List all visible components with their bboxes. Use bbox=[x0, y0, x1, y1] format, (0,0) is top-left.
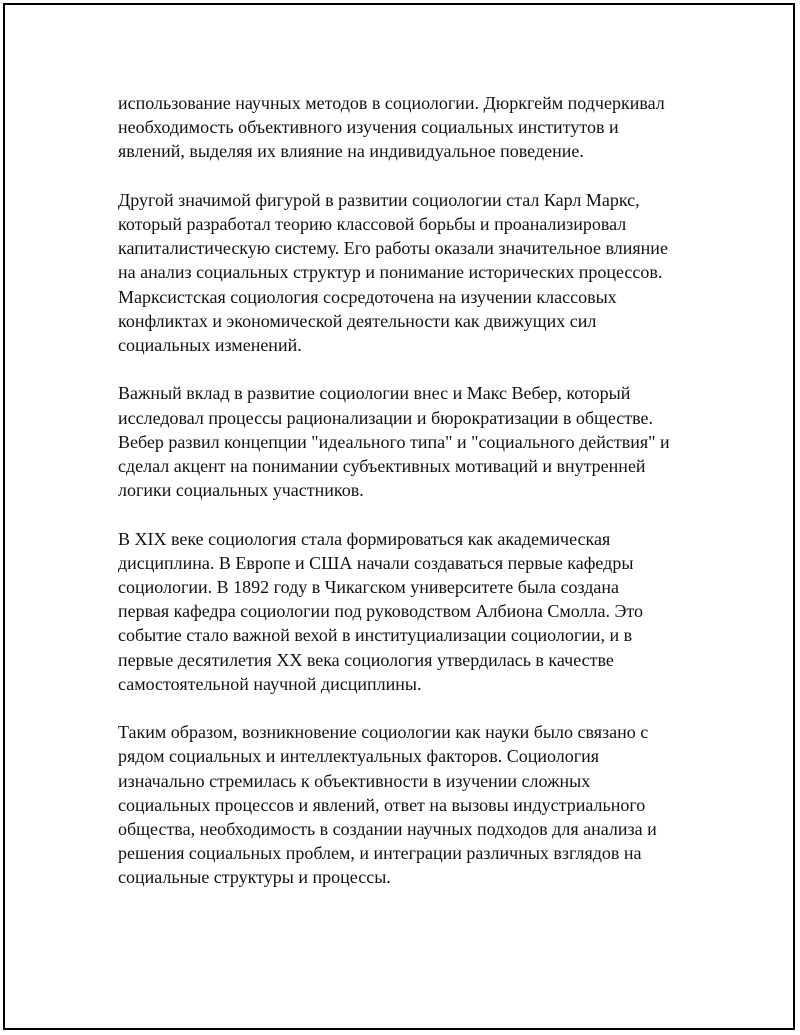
text-line: на анализ социальных структур и понимание исторических процессов. bbox=[118, 262, 663, 283]
text-line: социальные структуры и процессы. bbox=[118, 867, 391, 888]
text-line: событие стало важной вехой в институциализации социологии, и в bbox=[118, 625, 633, 646]
paragraph bbox=[118, 381, 718, 502]
text-line: исследовал процессы рационализации и бюрократизации в обществе. bbox=[118, 407, 654, 428]
text-line: который разработал теорию классовой борьбы и проанализировал bbox=[118, 214, 627, 234]
text-line: необходимость объективного изучения социальных институтов и bbox=[118, 117, 619, 138]
text-line: решения социальных проблем, и интеграции различных взглядов на bbox=[118, 843, 642, 864]
text-line: явлений, выделяя их влияние на индивидуальное поведение. bbox=[118, 141, 584, 162]
text-line: Важный вклад в развитие социологии внес и Макс Вебер, который bbox=[118, 383, 631, 404]
text-line: логики социальных участников. bbox=[118, 480, 364, 501]
text-line: социальных изменений. bbox=[118, 335, 302, 356]
text-line: социологии. В 1892 году в Чикагском университете была создана bbox=[118, 577, 620, 598]
paragraph bbox=[118, 188, 718, 357]
text-line: сделал акцент на понимании субъективных мотиваций и внутренней bbox=[118, 456, 646, 477]
text-line: Марксистская социология сосредоточена на изучении классовых bbox=[118, 286, 617, 307]
document-body bbox=[118, 91, 718, 914]
text-line: Другой значимой фигурой в развитии социологии стал Карл Маркс, bbox=[118, 189, 640, 210]
paragraph bbox=[118, 720, 718, 889]
text-line: изначально стремилась к объективности в изучении сложных bbox=[118, 770, 591, 791]
text-line: Таким образом, возникновение социологии как науки было связано с bbox=[118, 722, 649, 743]
paragraph bbox=[118, 91, 718, 164]
text-line: первые десятилетия XX века социология утвердилась в качестве bbox=[118, 649, 614, 670]
text-line: самостоятельной научной дисциплины. bbox=[118, 673, 422, 694]
text-line: рядом социальных и интеллектуальных факторов. Социология bbox=[118, 746, 600, 767]
text-line: Вебер развил концепции "идеального типа" и "социального действия" и bbox=[118, 431, 670, 452]
text-line: конфликтах и экономической деятельности как движущих сил bbox=[118, 310, 597, 331]
text-line: дисциплина. В Европе и США начали создаваться первые кафедры bbox=[118, 552, 634, 573]
paragraph bbox=[118, 527, 718, 696]
text-line: использование научных методов в социологии. Дюркгейм подчеркивал bbox=[118, 93, 665, 113]
text-line: В XIX веке социология стала формироваться как академическая bbox=[118, 528, 611, 549]
text-line: социальных процессов и явлений, ответ на вызовы индустриального bbox=[118, 794, 646, 815]
text-line: первая кафедра социологии под руководством Албиона Смолла. Это bbox=[118, 601, 644, 622]
text-line: общества, необходимость в создании научных подходов для анализа и bbox=[118, 819, 657, 840]
text-line: капиталистическую систему. Его работы оказали значительное влияние bbox=[118, 238, 668, 259]
